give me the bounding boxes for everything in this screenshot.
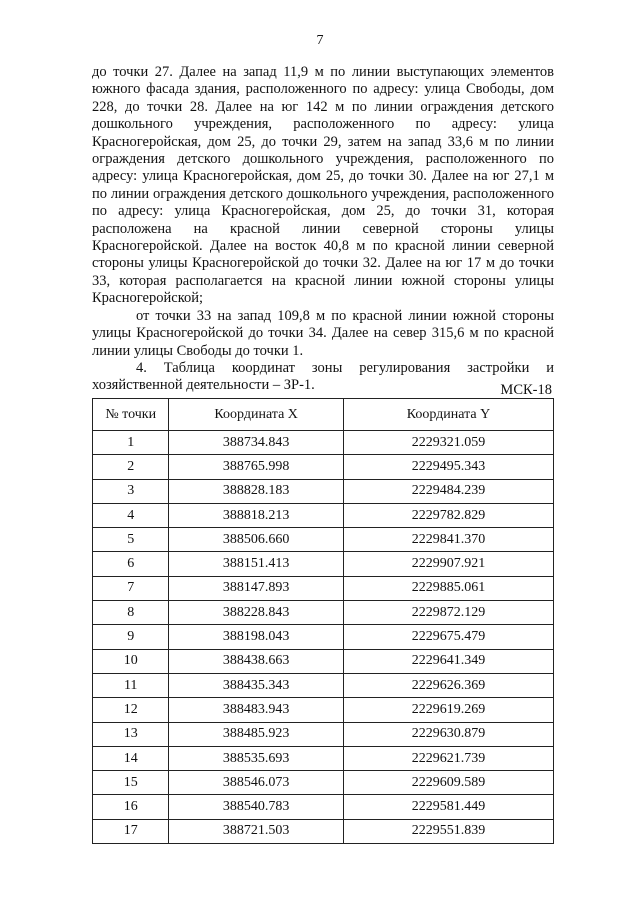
coordinate-x-cell: 388198.043 bbox=[169, 625, 344, 649]
table-row bbox=[93, 673, 554, 697]
coordinate-y-cell: 2229621.739 bbox=[343, 746, 553, 770]
coordinate-y-cell: 2229641.349 bbox=[343, 649, 553, 673]
table-row bbox=[93, 649, 554, 673]
table-row bbox=[93, 528, 554, 552]
point-number-cell: 2 bbox=[93, 455, 169, 479]
coordinate-x-cell: 388546.073 bbox=[169, 771, 344, 795]
coordinate-x-cell: 388828.183 bbox=[169, 479, 344, 503]
table-row bbox=[93, 746, 554, 770]
table-row bbox=[93, 503, 554, 527]
coordinate-x-cell: 388147.893 bbox=[169, 576, 344, 600]
point-number-cell: 13 bbox=[93, 722, 169, 746]
coordinate-x-cell: 388540.783 bbox=[169, 795, 344, 819]
point-number-cell: 14 bbox=[93, 746, 169, 770]
coordinate-y-cell: 2229581.449 bbox=[343, 795, 553, 819]
coordinate-x-cell: 388721.503 bbox=[169, 819, 344, 843]
paragraph-boundary-description: до точки 27. Далее на запад 11,9 м по линии выступающих элементов южного фасада здания, расположенного по адресу: улица Свободы, дом 228, до точки 28. Далее на юг 142 м по линии ограждения детского дошкольного учреждения, расположенного по адресу: улица Красногеройская, дом 25, до точки 29, затем на запад 33,6 м по линии ограждения детского дошкольного учреждения, расположенного по адресу: улица Красногеройская, дом 25, до точки 30. Далее на юг 27,1 м по линии ограждения детского дошкольного учреждения, расположенного по адресу: улица Красногеройская, дом 25, до точки 31, которая расположена на красной линии северной стороны улицы Красногеройской. Далее на восток 40,8 м по красной линии северной стороны улицы Красногеройской до точки 32. Далее на юг 17 м до точки 33, которая располагается на красной линии южной стороны улицы Красногеройской; bbox=[92, 64, 554, 307]
table-header-row bbox=[93, 399, 554, 431]
point-number-cell: 17 bbox=[93, 819, 169, 843]
coordinate-y-cell: 2229619.269 bbox=[343, 698, 553, 722]
coordinate-x-cell: 388438.663 bbox=[169, 649, 344, 673]
coordinate-y-cell: 2229907.921 bbox=[343, 552, 553, 576]
table-row bbox=[93, 479, 554, 503]
coordinate-y-cell: 2229630.879 bbox=[343, 722, 553, 746]
table-row bbox=[93, 431, 554, 455]
coordinate-x-cell: 388535.693 bbox=[169, 746, 344, 770]
point-number-cell: 16 bbox=[93, 795, 169, 819]
coordinate-y-cell: 2229484.239 bbox=[343, 479, 553, 503]
point-number-cell: 12 bbox=[93, 698, 169, 722]
table-row bbox=[93, 601, 554, 625]
point-number-cell: 15 bbox=[93, 771, 169, 795]
header-coordinate-x: Координата X bbox=[169, 399, 344, 431]
point-number-cell: 10 bbox=[93, 649, 169, 673]
table-row bbox=[93, 455, 554, 479]
coordinate-y-cell: 2229872.129 bbox=[343, 601, 553, 625]
coordinate-y-cell: 2229609.589 bbox=[343, 771, 553, 795]
coordinate-x-cell: 388228.843 bbox=[169, 601, 344, 625]
coordinate-x-cell: 388485.923 bbox=[169, 722, 344, 746]
body-text bbox=[92, 64, 554, 395]
point-number-cell: 4 bbox=[93, 503, 169, 527]
point-number-cell: 11 bbox=[93, 673, 169, 697]
coordinate-x-cell: 388506.660 bbox=[169, 528, 344, 552]
coordinate-y-cell: 2229841.370 bbox=[343, 528, 553, 552]
coordinate-x-cell: 388765.998 bbox=[169, 455, 344, 479]
table-row bbox=[93, 722, 554, 746]
point-number-cell: 5 bbox=[93, 528, 169, 552]
coordinate-x-cell: 388734.843 bbox=[169, 431, 344, 455]
coordinate-x-cell: 388818.213 bbox=[169, 503, 344, 527]
table-row bbox=[93, 795, 554, 819]
table-body bbox=[93, 431, 554, 844]
point-number-cell: 7 bbox=[93, 576, 169, 600]
page-number: 7 bbox=[316, 33, 324, 48]
paragraph-table-heading: 4. Таблица координат зоны регулирования застройки и хозяйственной деятельности – ЗР-1. bbox=[92, 359, 554, 394]
coordinate-y-cell: 2229626.369 bbox=[343, 673, 553, 697]
point-number-cell: 6 bbox=[93, 552, 169, 576]
header-point-number: № точки bbox=[93, 399, 169, 431]
table-row bbox=[93, 819, 554, 843]
coordinate-x-cell: 388151.413 bbox=[169, 552, 344, 576]
coordinate-system-label: МСК-18 bbox=[500, 382, 552, 398]
table-row bbox=[93, 625, 554, 649]
coordinate-x-cell: 388483.943 bbox=[169, 698, 344, 722]
coordinate-y-cell: 2229885.061 bbox=[343, 576, 553, 600]
point-number-cell: 3 bbox=[93, 479, 169, 503]
table-row bbox=[93, 552, 554, 576]
coordinate-y-cell: 2229675.479 bbox=[343, 625, 553, 649]
point-number-cell: 1 bbox=[93, 431, 169, 455]
point-number-cell: 9 bbox=[93, 625, 169, 649]
coordinates-table bbox=[92, 398, 554, 844]
coordinate-x-cell: 388435.343 bbox=[169, 673, 344, 697]
coordinate-y-cell: 2229782.829 bbox=[343, 503, 553, 527]
table-row bbox=[93, 698, 554, 722]
coordinate-y-cell: 2229495.343 bbox=[343, 455, 553, 479]
table-row bbox=[93, 576, 554, 600]
paragraph-boundary-continuation: от точки 33 на запад 109,8 м по красной линии южной стороны улицы Красногеройской до точки 34. Далее на север 315,6 м по красной линии улицы Свободы до точки 1. bbox=[92, 307, 554, 359]
coordinate-y-cell: 2229321.059 bbox=[343, 431, 553, 455]
coordinate-y-cell: 2229551.839 bbox=[343, 819, 553, 843]
header-coordinate-y: Координата Y bbox=[343, 399, 553, 431]
point-number-cell: 8 bbox=[93, 601, 169, 625]
table-row bbox=[93, 771, 554, 795]
